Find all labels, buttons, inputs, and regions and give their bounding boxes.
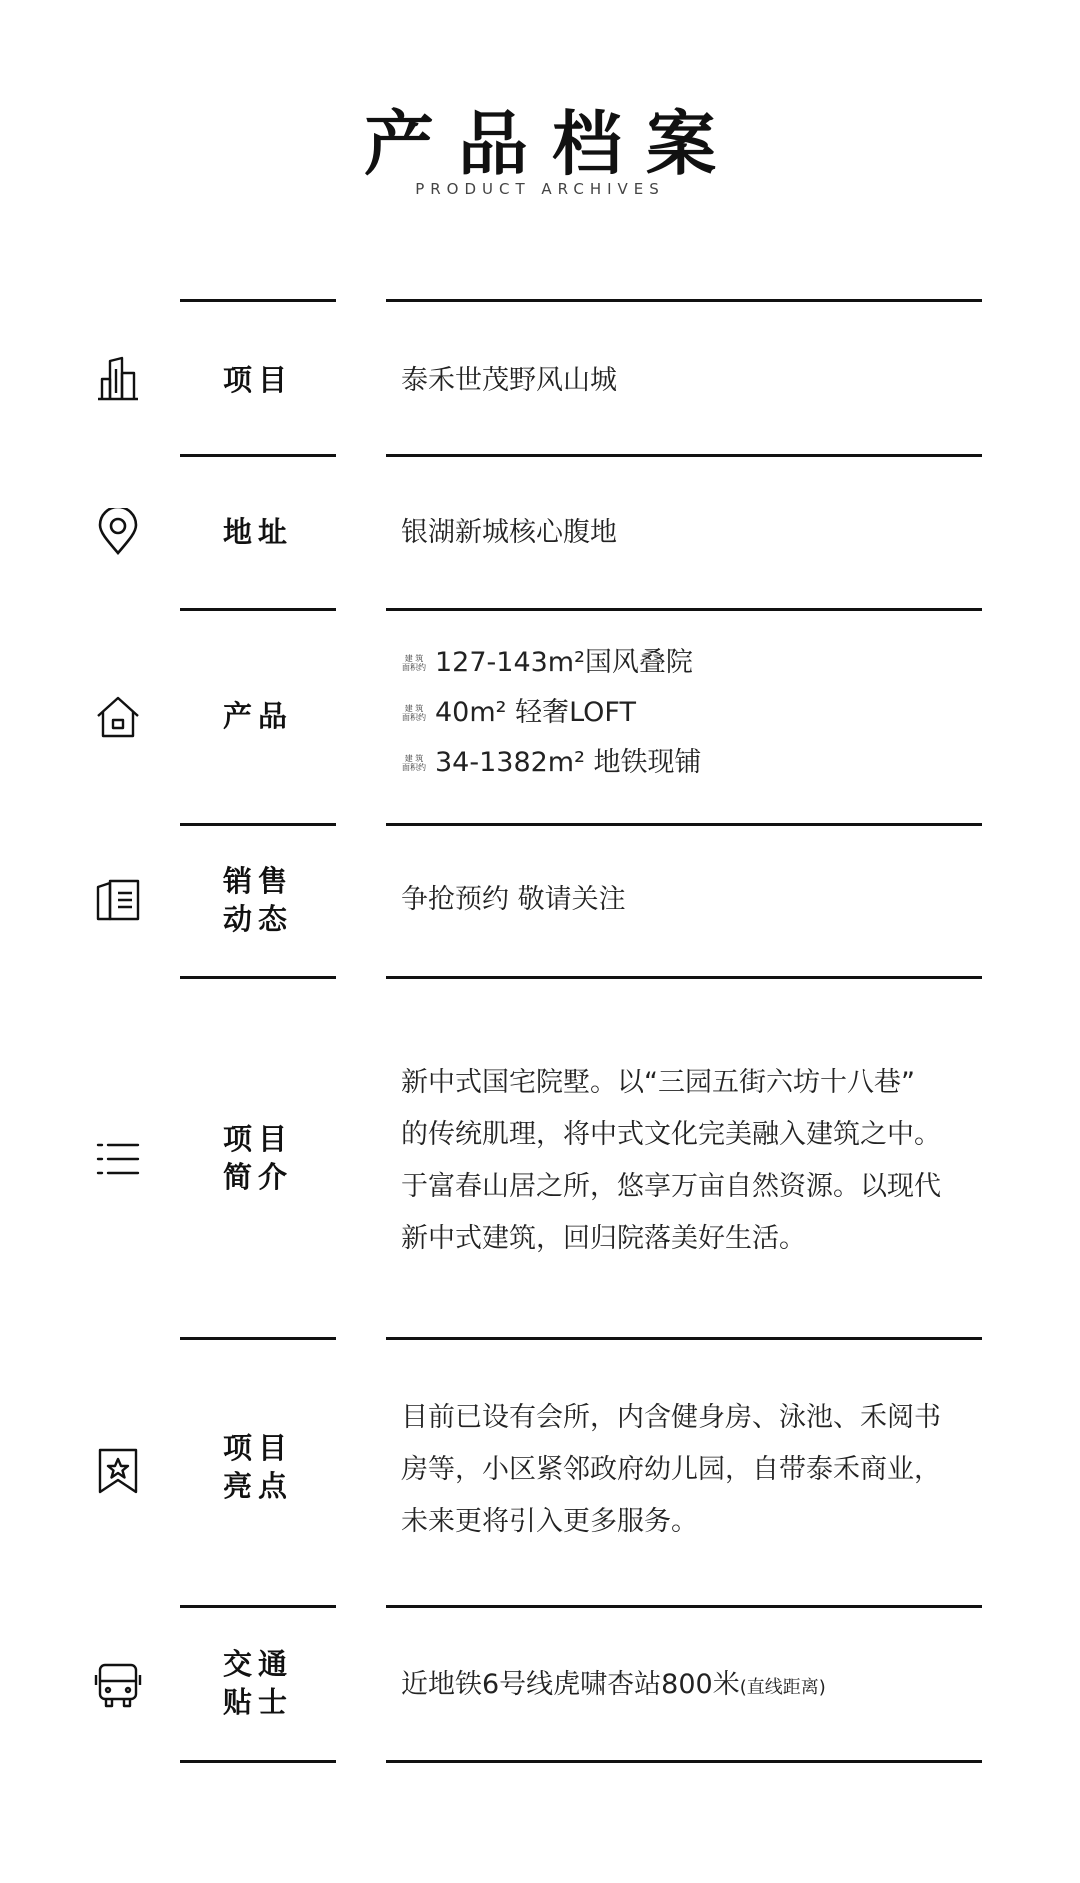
divider [386,608,982,611]
divider [386,823,982,826]
intro-text: 新中式国宅院墅。以“三园五街六坊十八巷” 的传统肌理，将中式文化完美融入建筑之中。 于富春山居之所，悠享万亩自然资源。以现代 新中式建筑，回归院落美好生活。 [401,1067,941,1254]
project-label: 项目 [222,363,293,397]
divider [386,976,982,979]
project-value: 泰禾世茂野风山城 [401,365,617,396]
product-line: 建 筑 面积约 34-1382m² 地铁现铺 [402,747,702,778]
product-line: 建 筑 面积约 40m² 轻奢LOFT [402,697,636,728]
divider [386,1760,982,1763]
sales-value: 争抢预约 敬请关注 [401,884,626,915]
divider [180,454,336,457]
divider [180,823,336,826]
highlights-text: 目前已设有会所，内含健身房、泳池、禾阅书 房等，小区紧邻政府幼儿园，自带泰禾商业， 未来更将引入更多服务。 [401,1402,941,1537]
address-value: 银湖新城核心腹地 [401,517,617,548]
product-line: 建 筑 面积约 127-143m²国风叠院 [402,647,693,678]
divider [180,976,336,979]
area-tag: 建 筑 面积约 [402,654,426,672]
buildings-icon [94,355,142,403]
sales-label: 销售 动态 [222,864,293,936]
divider [180,608,336,611]
star-bookmark-icon [94,1446,142,1494]
divider [386,1605,982,1608]
divider [180,1337,336,1340]
divider [180,1760,336,1763]
page-subtitle: PRODUCT ARCHIVES [415,180,665,198]
page-title: 产品档案 [364,103,740,185]
transport-label: 交通 贴士 [222,1647,293,1719]
area-tag: 建 筑 面积约 [402,754,426,772]
product-list [401,638,1001,788]
divider [386,1337,982,1340]
transport-value: 近地铁6号线虎啸杏站800米(直线距离) [401,1669,826,1700]
divider [180,1605,336,1608]
brochure-icon [94,875,142,923]
house-icon [94,692,142,740]
list-icon [94,1135,142,1183]
highlights-label: 项目 亮点 [222,1431,293,1503]
bus-icon [94,1661,142,1709]
divider [180,299,336,302]
product-label: 产品 [222,699,293,733]
address-label: 地址 [222,515,293,549]
divider [386,299,982,302]
area-tag: 建 筑 面积约 [402,704,426,722]
location-pin-icon [94,508,142,556]
distance-note: (直线距离) [739,1677,826,1698]
divider [386,454,982,457]
intro-label: 项目 简介 [222,1122,293,1194]
